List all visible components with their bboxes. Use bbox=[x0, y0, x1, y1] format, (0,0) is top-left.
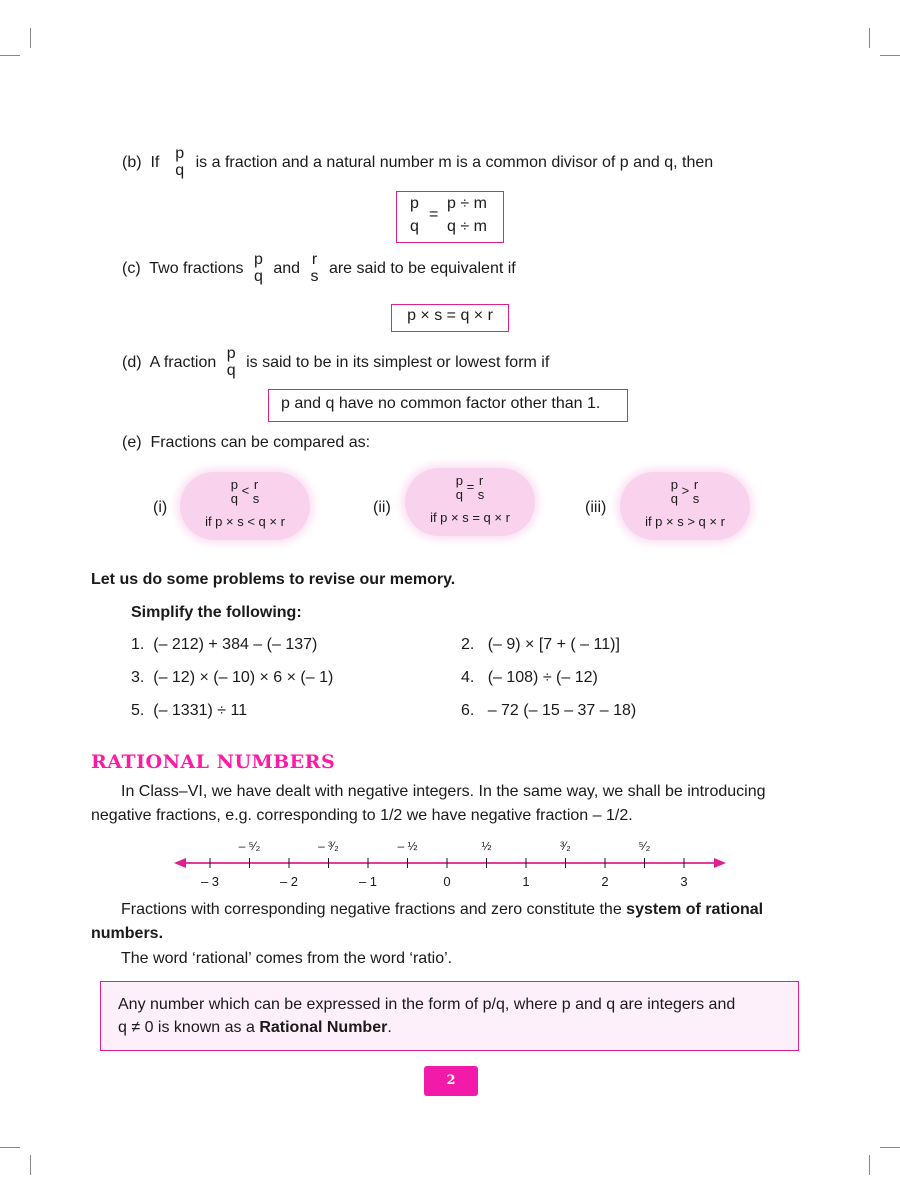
fraction-numerator: p bbox=[253, 251, 263, 268]
fraction-denominator: s bbox=[692, 490, 700, 506]
item-b-text: is a fraction and a natural number m is a common divisor of p and q, then bbox=[195, 154, 714, 172]
problem-2 bbox=[461, 634, 620, 656]
problem-expression: (– 1331) ÷ 11 bbox=[153, 702, 248, 719]
problem-number: 1. bbox=[131, 636, 145, 653]
problem-number: 6. bbox=[461, 702, 475, 719]
fraction-r-over-s bbox=[311, 252, 319, 286]
paragraph-3: The word ‘rational’ comes from the word ‘ratio’. bbox=[121, 950, 453, 967]
formula-box-d bbox=[268, 389, 628, 422]
paragraph-2-text: Fractions with corresponding negative fractions and zero constitute the bbox=[121, 901, 622, 918]
number-line-bottom-label: 1 bbox=[522, 874, 530, 889]
fraction-numerator: r bbox=[693, 477, 699, 492]
number-line-top-label: ½ bbox=[481, 839, 492, 853]
crop-mark bbox=[869, 1155, 870, 1175]
item-c-text-1: Two fractions bbox=[149, 260, 244, 278]
fraction-denominator: s bbox=[252, 490, 260, 506]
compare-operator: < bbox=[241, 483, 250, 499]
section-heading: RATIONAL NUMBERS bbox=[91, 751, 336, 773]
number-line-bottom-label: – 1 bbox=[358, 874, 378, 889]
definition-line-1: Any number which can be expressed in the form of p/q, where p and q are integers and bbox=[118, 996, 736, 1013]
revise-heading: Let us do some problems to revise our memory. bbox=[91, 571, 456, 588]
fraction-numerator: p bbox=[175, 145, 185, 162]
compare-expression bbox=[620, 478, 750, 505]
formula-box-b bbox=[396, 191, 504, 243]
item-d-text-2: is said to be in its simplest or lowest form if bbox=[246, 354, 550, 372]
fraction-numerator: p bbox=[226, 345, 236, 362]
compare-condition: if p × s > q × r bbox=[645, 514, 725, 529]
problem-6 bbox=[461, 700, 636, 722]
fraction-p-over-q bbox=[227, 346, 236, 380]
problem-number: 4. bbox=[461, 669, 475, 686]
problem-expression: – 72 (– 15 – 37 – 18) bbox=[487, 702, 637, 719]
fraction-numerator: r bbox=[478, 473, 484, 488]
formula-d: p and q have no common factor other than 1. bbox=[281, 395, 601, 412]
formula-lhs-num: p bbox=[410, 195, 419, 212]
fraction-numerator: r bbox=[253, 477, 259, 492]
compare-cloud-ii bbox=[405, 468, 535, 536]
item-d-label: (d) bbox=[122, 354, 142, 372]
compare-condition: if p × s = q × r bbox=[430, 510, 510, 525]
number-line-bottom-labels bbox=[201, 874, 688, 889]
compare-condition: if p × s < q × r bbox=[205, 514, 285, 529]
formula-rhs-num: p ÷ m bbox=[447, 195, 487, 212]
number-line-bottom-label: 3 bbox=[680, 874, 688, 889]
fraction-denominator: q bbox=[253, 267, 263, 285]
problem-4 bbox=[461, 667, 598, 689]
formula-equals: = bbox=[429, 206, 439, 223]
problem-1 bbox=[131, 634, 317, 656]
compare-label-iii: (iii) bbox=[585, 499, 607, 516]
crop-mark bbox=[30, 28, 31, 48]
number-line-top-label: – ³⁄₂ bbox=[318, 839, 339, 853]
arrow-left-icon bbox=[174, 858, 186, 868]
definition-box bbox=[100, 981, 799, 1051]
fraction-denominator: s bbox=[310, 267, 319, 285]
number-line-bottom-label: 2 bbox=[601, 874, 609, 889]
problem-number: 2. bbox=[461, 636, 475, 653]
crop-mark bbox=[30, 1155, 31, 1175]
item-e bbox=[122, 432, 370, 454]
number-line-top-label: – ⁵⁄₂ bbox=[238, 839, 261, 853]
paragraph-1-line-1: In Class–VI, we have dealt with negative integers. In the same way, we shall be introducing bbox=[121, 783, 766, 800]
problem-expression: (– 108) ÷ (– 12) bbox=[487, 669, 598, 686]
compare-cloud-i bbox=[180, 472, 310, 540]
fraction-denominator: s bbox=[477, 486, 485, 502]
page-number: 2 bbox=[424, 1066, 478, 1096]
compare-cloud-iii bbox=[620, 472, 750, 540]
problem-expression: (– 212) + 384 – (– 137) bbox=[153, 636, 318, 653]
compare-operator: = bbox=[466, 479, 475, 495]
formula-rhs-den: q ÷ m bbox=[447, 217, 487, 235]
crop-mark bbox=[0, 1147, 20, 1148]
item-c-and: and bbox=[273, 260, 301, 278]
number-line-bottom-label: – 3 bbox=[200, 874, 220, 889]
number-line-top-labels bbox=[239, 839, 651, 853]
formula-box-c bbox=[391, 304, 509, 332]
number-line bbox=[170, 836, 730, 894]
crop-mark bbox=[880, 1147, 900, 1148]
problem-number: 5. bbox=[131, 702, 145, 719]
formula-lhs-den: q bbox=[410, 217, 419, 235]
compare-label-ii: (ii) bbox=[373, 499, 391, 516]
formula-rhs bbox=[447, 196, 487, 236]
compare-operator: > bbox=[681, 483, 690, 499]
number-line-bottom-label: – 2 bbox=[279, 874, 299, 889]
number-line-bottom-label: 0 bbox=[443, 874, 451, 889]
definition-text: q ≠ 0 is known as a bbox=[118, 1019, 255, 1036]
fraction-numerator: p bbox=[455, 473, 463, 488]
number-line-top-label: – ½ bbox=[397, 839, 418, 853]
item-b-if: If bbox=[150, 154, 160, 172]
fraction-denominator: q bbox=[226, 361, 236, 379]
item-d bbox=[122, 346, 549, 380]
fraction-denominator: q bbox=[175, 161, 185, 179]
item-b-label: (b) bbox=[122, 154, 142, 172]
fraction-denominator: q bbox=[455, 486, 463, 502]
simplify-heading: Simplify the following: bbox=[131, 604, 302, 621]
problem-5 bbox=[131, 700, 247, 722]
paragraph-2-line-1 bbox=[121, 899, 763, 921]
compare-expression bbox=[180, 478, 310, 505]
problem-expression: (– 12) × (– 10) × 6 × (– 1) bbox=[153, 669, 334, 686]
problem-3 bbox=[131, 667, 333, 689]
formula-lhs bbox=[409, 196, 420, 236]
number-line-top-label: ⁵⁄₂ bbox=[638, 839, 651, 853]
arrow-right-icon bbox=[714, 858, 726, 868]
paragraph-1-line-2: negative fractions, e.g. corresponding to 1/2 we have negative fraction – 1/2. bbox=[91, 807, 633, 824]
definition-period: . bbox=[387, 1019, 392, 1036]
item-e-label: (e) bbox=[122, 434, 142, 451]
fraction-denominator: q bbox=[230, 490, 238, 506]
item-c bbox=[122, 252, 516, 286]
compare-label-i: (i) bbox=[153, 499, 168, 516]
definition-line-2 bbox=[118, 1017, 392, 1039]
compare-expression bbox=[405, 474, 535, 501]
fraction-numerator: p bbox=[670, 477, 678, 492]
problem-expression: (– 9) × [7 + ( – 11)] bbox=[487, 636, 620, 653]
fraction-denominator: q bbox=[670, 490, 678, 506]
crop-mark bbox=[880, 55, 900, 56]
fraction-numerator: p bbox=[230, 477, 238, 492]
item-c-text-2: are said to be equivalent if bbox=[328, 260, 516, 278]
fraction-p-over-q bbox=[174, 146, 185, 180]
paragraph-2-line-2: numbers. bbox=[91, 925, 164, 942]
definition-term: Rational Number bbox=[259, 1019, 388, 1036]
item-c-label: (c) bbox=[122, 260, 141, 278]
item-b bbox=[122, 146, 713, 180]
paragraph-2-bold: system of rational bbox=[626, 901, 764, 918]
number-line-top-label: ³⁄₂ bbox=[560, 839, 571, 853]
crop-mark bbox=[869, 28, 870, 48]
fraction-numerator: r bbox=[311, 251, 318, 268]
crop-mark bbox=[0, 55, 20, 56]
formula-c: p × s = q × r bbox=[407, 307, 493, 324]
item-e-text: Fractions can be compared as: bbox=[150, 434, 371, 451]
fraction-p-over-q bbox=[254, 252, 263, 286]
problem-number: 3. bbox=[131, 669, 145, 686]
item-d-text-1: A fraction bbox=[149, 354, 217, 372]
